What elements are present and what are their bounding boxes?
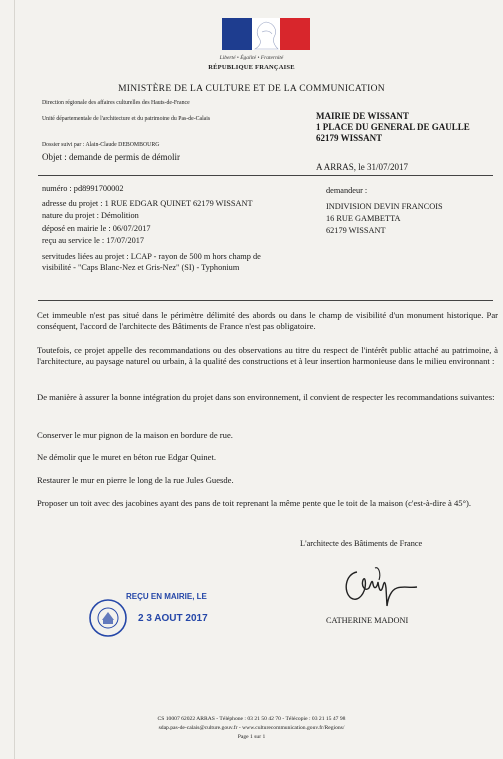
objet-line: Objet : demande de permis de démolir	[42, 152, 180, 162]
footer-email-web: sdap.pas-de-calais@culture.gouv.fr - www.culturecommunication.gouv.fr/Regions/	[158, 725, 345, 731]
dossier-nature: nature du projet : Démolition	[42, 211, 139, 220]
recommendation-2: Ne démolir que le muret en béton rue Edgar Quinet.	[37, 452, 216, 462]
top-divider	[38, 175, 493, 176]
footer-page-number: Page 1 sur 1	[237, 734, 266, 740]
recommendation-1: Conserver le mur pignon de la maison en bordure de rue.	[37, 430, 233, 440]
recipient-line-1: MAIRIE DE WISSANT	[316, 111, 409, 121]
demandeur-street: 16 RUE GAMBETTA	[326, 214, 401, 223]
recommendation-3: Restaurer le mur en pierre le long de la rue Jules Guesde.	[37, 475, 234, 485]
mairie-seal-stamp	[88, 598, 128, 638]
paper-fold	[14, 0, 15, 759]
dossier-recu: reçu au service le : 17/07/2017	[42, 236, 145, 245]
republique-francaise: RÉPUBLIQUE FRANÇAISE	[208, 64, 295, 71]
footer-contact: CS 10007 62022 ARRAS - Téléphone : 03 21 50 42 70 - Télécopie : 03 21 15 47 98	[157, 716, 346, 722]
dossier-depose: déposé en mairie le : 06/07/2017	[42, 224, 151, 233]
date-line: A ARRAS, le 31/07/2017	[316, 162, 409, 172]
signatory-name: CATHERINE MADONI	[326, 616, 409, 625]
demandeur-city: 62179 WISSANT	[326, 226, 386, 235]
paragraph-2: Toutefois, ce projet appelle des recommandations ou des observations au titre du respect de l'intérêt public attaché au patrimoine, à l'architecture, au paysage naturel ou urbain, à la qualité des constructions et à leur insertion harmonieuse dans le milieu environnant :	[37, 345, 498, 366]
dossier-numero: numéro : pd8991700002	[42, 184, 124, 193]
dossier-adresse: adresse du projet : 1 RUE EDGAR QUINET 62179 WISSANT	[42, 199, 253, 208]
recipient-line-2: 1 PLACE DU GENERAL DE GAULLE	[316, 122, 470, 132]
direction-text: Direction régionale des affaires culturelles des Hauts-de-France	[42, 100, 190, 106]
signature-title: L'architecte des Bâtiments de France	[300, 539, 423, 548]
dossier-suivi: Dossier suivi par : Alain-Claude DEBOMBOURG	[42, 142, 160, 148]
dossier-servitudes-2: visibilité - "Caps Blanc-Nez et Gris-Nez" (SI) - Typhonium	[42, 263, 240, 272]
demandeur-name: INDIVISION DEVIN FRANCOIS	[326, 202, 443, 211]
demandeur-label: demandeur :	[326, 186, 368, 195]
ministere-title: MINISTÈRE DE LA CULTURE ET DE LA COMMUNICATION	[118, 84, 385, 94]
recipient-line-3: 62179 WISSANT	[316, 133, 383, 143]
stamp-date: 2 3 AOUT 2017	[138, 613, 208, 624]
recommendation-4: Proposer un toit avec des jacobines ayant des pans de toit reprenant la même pente que le toit de la maison (c'est-à-dire à 45°).	[37, 498, 472, 508]
marianne-logo	[222, 18, 310, 50]
dossier-servitudes-1: servitudes liées au projet : LCAP - rayon de 500 m hors champ de	[42, 252, 261, 261]
middle-divider	[38, 300, 493, 301]
paragraph-3: De manière à assurer la bonne intégration du projet dans son environnement, il convient de respecter les recommandations suivantes:	[37, 392, 495, 402]
motto: Liberté • Égalité • Fraternité	[219, 55, 284, 61]
stamp-recu-label: REÇU EN MAIRIE, LE	[126, 592, 207, 601]
paragraph-1: Cet immeuble n'est pas situé dans le périmètre délimité des abords ou dans le champ de visibilité d'un monument historique. Par conséquent, l'accord de l'architecte des Bâtiments de France n'est pas obligatoire.	[37, 310, 498, 331]
handwritten-signature	[335, 560, 425, 615]
unite-text: Unité départementale de l'architecture et du patrimoine du Pas-de-Calais	[42, 116, 211, 122]
